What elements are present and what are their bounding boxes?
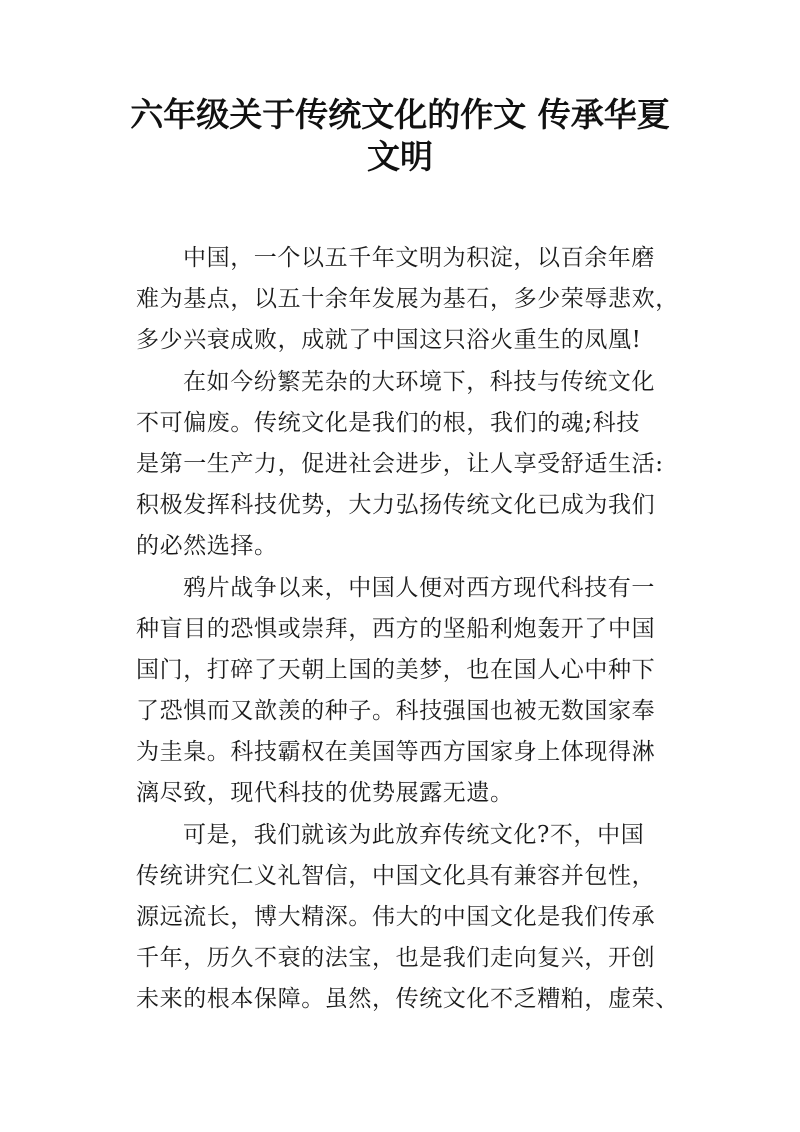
paragraph-3	[136, 568, 666, 815]
paragraph-1	[136, 238, 679, 362]
text-line: 源远流长，博大精深。伟大的中国文化是我们传承	[136, 904, 656, 930]
text-line: 的必然选择。	[136, 533, 278, 560]
text-line: 传统讲究仁义礼智信，中国文化具有兼容并包性，	[136, 862, 656, 889]
text-line: 种盲目的恐惧或崇拜，西方的坚船利炮轰开了中国	[136, 615, 656, 642]
document-body	[136, 238, 679, 1021]
text-line: 难为基点，以五十余年发展为基石，多少荣辱悲欢，	[136, 286, 679, 313]
text-line: 未来的根本保障。虽然，传统文化不乏糟粕，虚荣、	[136, 986, 679, 1013]
text-line: 积极发挥科技优势，大力弘扬传统文化已成为我们	[136, 492, 656, 519]
text-line: 可是，我们就该为此放弃传统文化?不，中国	[183, 821, 645, 848]
text-line: 为圭臬。科技霸权在美国等西方国家身上体现得淋	[136, 739, 656, 766]
text-line: 是第一生产力，促进社会进步，让人享受舒适生活:	[136, 450, 664, 477]
text-line: 不可偏废。传统文化是我们的根，我们的魂;科技	[136, 409, 640, 436]
text-line: 国门，打碎了天朝上国的美梦，也在国人心中种下	[136, 656, 656, 683]
document-title	[120, 94, 680, 178]
text-line: 千年，历久不衰的法宝，也是我们走向复兴，开创	[136, 945, 656, 972]
title-line-2: 文明	[367, 137, 433, 176]
paragraph-2	[136, 362, 666, 568]
text-line: 多少兴衰成败，成就了中国这只浴火重生的凤凰!	[136, 327, 642, 354]
text-line: 漓尽致，现代科技的优势展露无遗。	[136, 780, 514, 807]
title-line-1: 六年级关于传统文化的作文 传承华夏	[130, 95, 670, 134]
text-line: 了恐惧而又歆羡的种子。科技强国也被无数国家奉	[136, 698, 656, 725]
text-line: 鸦片战争以来，中国人便对西方现代科技有一	[183, 574, 655, 601]
text-line: 中国，一个以五千年文明为积淀，以百余年磨	[183, 245, 655, 271]
text-line: 在如今纷繁芜杂的大环境下，科技与传统文化	[183, 368, 655, 395]
paragraph-4	[136, 815, 679, 1021]
